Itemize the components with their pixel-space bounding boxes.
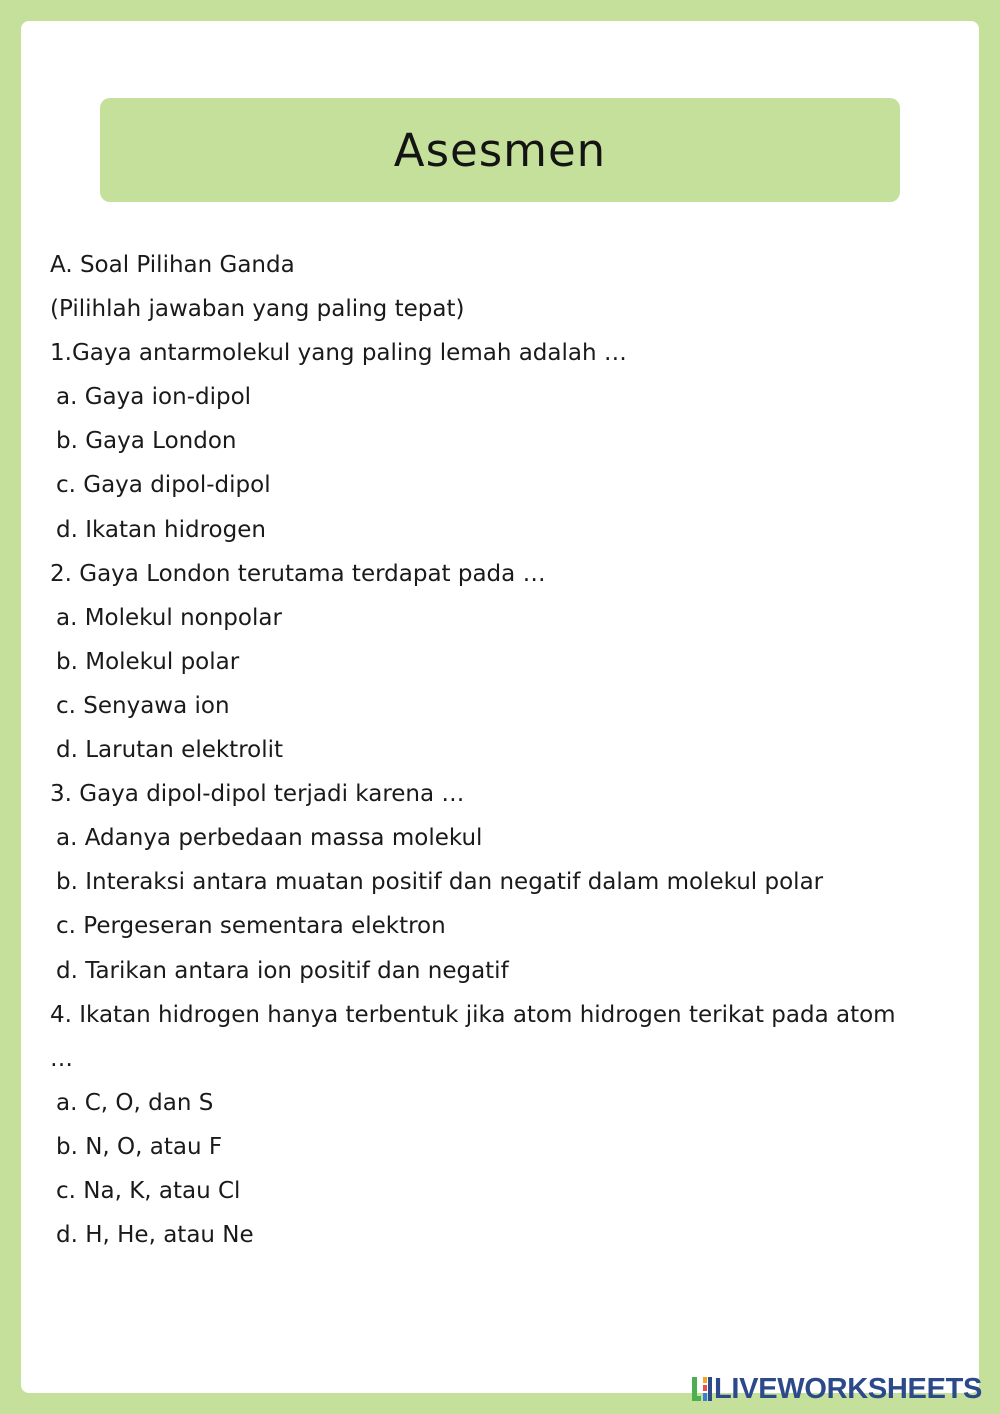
question-list <box>50 243 970 1257</box>
question-1 <box>50 331 970 551</box>
section-heading: A. Soal Pilihan Ganda <box>50 252 295 278</box>
option-3b: b. Interaksi antara muatan positif dan negatif dalam molekul polar <box>56 869 824 896</box>
question-text: 1.Gaya antarmolekul yang paling lemah adalah … <box>50 340 627 367</box>
question-2 <box>50 552 970 772</box>
option-2b: b. Molekul polar <box>56 648 240 675</box>
option-4c: c. Na, K, atau Cl <box>56 1177 241 1204</box>
option-1a: a. Gaya ion-dipol <box>56 384 252 411</box>
page-title: Asesmen <box>393 123 607 177</box>
option-3d: d. Tarikan antara ion positif dan negatif <box>56 957 509 984</box>
option-4d: d. H, He, atau Ne <box>56 1222 254 1249</box>
logo-text: LIVEWORKSHEETS <box>714 1373 983 1405</box>
question-3 <box>50 772 970 992</box>
option-4a: a. C, O, dan S <box>56 1089 214 1116</box>
option-3c: c. Pergeseran sementara elektron <box>56 913 446 940</box>
question-text: 4. Ikatan hidrogen hanya terbentuk jika atom hidrogen terikat pada atom <box>50 1001 896 1028</box>
option-4b: b. N, O, atau F <box>56 1133 223 1160</box>
worksheet-page <box>21 21 979 1393</box>
liveworksheets-logo-icon <box>692 1377 712 1401</box>
liveworksheets-logo <box>692 1374 982 1404</box>
option-2c: c. Senyawa ion <box>56 692 230 719</box>
question-text: 3. Gaya dipol-dipol terjadi karena … <box>50 781 465 808</box>
question-4 <box>50 993 970 1258</box>
title-banner <box>100 98 900 202</box>
question-text-continuation: … <box>50 1045 73 1072</box>
option-3a: a. Adanya perbedaan massa molekul <box>56 825 483 852</box>
option-2a: a. Molekul nonpolar <box>56 604 282 631</box>
section-instruction: (Pilihlah jawaban yang paling tepat) <box>50 296 465 323</box>
option-1c: c. Gaya dipol-dipol <box>56 472 271 499</box>
option-1d: d. Ikatan hidrogen <box>56 516 266 543</box>
option-2d: d. Larutan elektrolit <box>56 737 284 764</box>
question-text: 2. Gaya London terutama terdapat pada … <box>50 560 546 587</box>
option-1b: b. Gaya London <box>56 428 237 455</box>
